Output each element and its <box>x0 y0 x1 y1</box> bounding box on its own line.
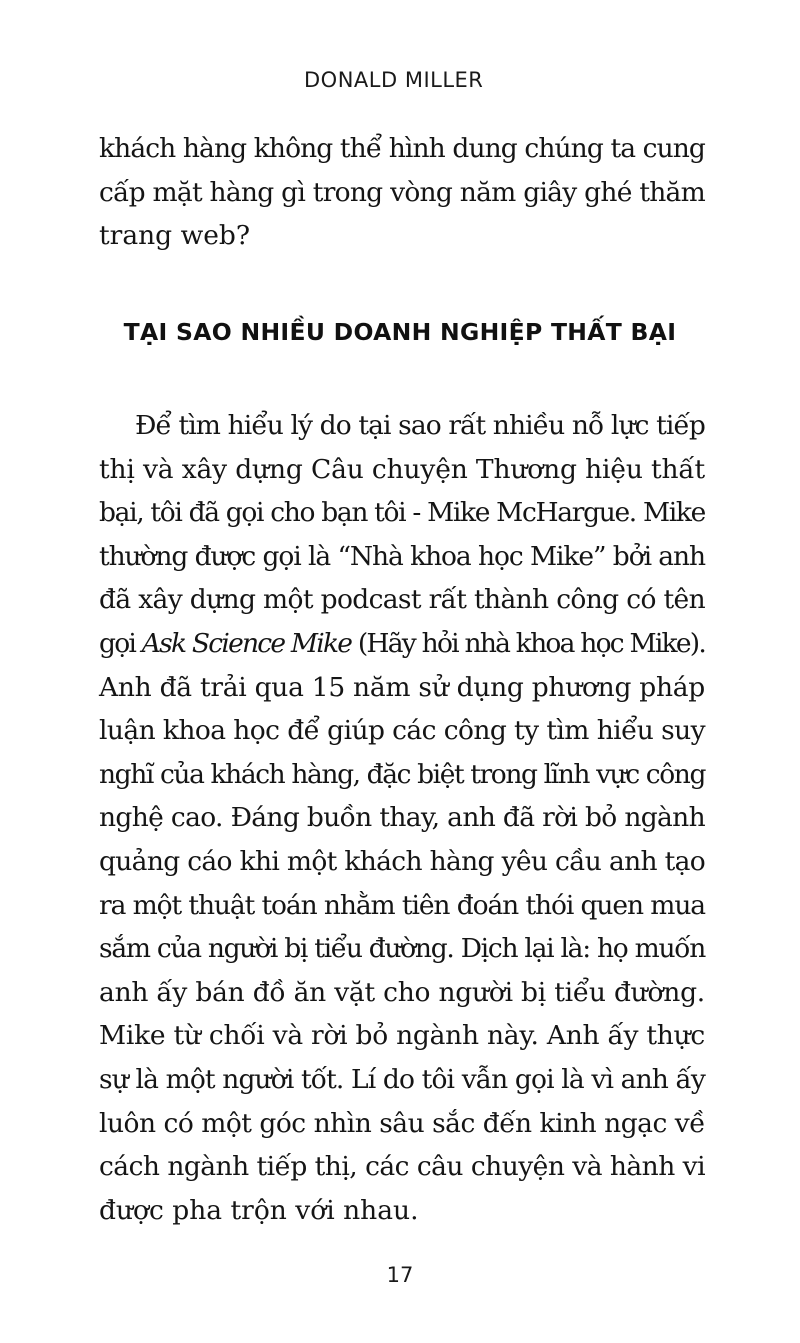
podcast-title: Ask Science Mike <box>141 627 352 659</box>
text-line: thị và xây dựng Câu chuyện Thương hiệu thất <box>99 453 705 485</box>
text-line: luận khoa học để giúp các công ty tìm hiểu suy <box>99 715 705 747</box>
text-line: cấp mặt hàng gì trong vòng năm giây ghé thăm <box>99 176 705 208</box>
text-line: cách ngành tiếp thị, các câu chuyện và hành vi <box>99 1151 706 1183</box>
text-line: nghĩ của khách hàng, đặc biệt trong lĩnh vực công <box>99 758 706 790</box>
text-line: Mike từ chối và rời bỏ ngành này. Anh ấy thực <box>99 1020 705 1052</box>
text-line: Anh đã trải qua 15 năm sử dụng phương pháp <box>99 671 705 703</box>
text-line-with-title <box>99 622 705 666</box>
text-line: trang web? <box>99 220 251 252</box>
text-line: nghệ cao. Đáng buồn thay, anh đã rời bỏ ngành <box>99 802 705 834</box>
continued-paragraph <box>99 127 705 258</box>
text-line: được pha trộn với nhau. <box>99 1194 419 1226</box>
text-line: quảng cáo khi một khách hàng yêu cầu anh tạo <box>99 845 705 877</box>
text-line: Để tìm hiểu lý do tại sao rất nhiều nỗ lực tiếp <box>135 410 705 441</box>
section-heading: TẠI SAO NHIỀU DOANH NGHIỆP THẤT BẠI <box>123 318 677 346</box>
text-line: luôn có một góc nhìn sâu sắc đến kinh ngạc về <box>99 1107 706 1139</box>
text-line: sắm của người bị tiểu đường. Dịch lại là: họ muốn <box>99 933 705 965</box>
running-head-author: DONALD MILLER <box>304 68 484 92</box>
text-line: sự là một người tốt. Lí do tôi vẫn gọi là vì anh ấy <box>99 1063 705 1095</box>
text-segment: (Hãy hỏi nhà khoa học Mike). <box>351 627 705 659</box>
text-line: thường được gọi là “Nhà khoa học Mike” bởi anh <box>99 540 706 572</box>
text-line: anh ấy bán đồ ăn vặt cho người bị tiểu đường. <box>99 976 705 1008</box>
body-paragraph <box>99 404 705 1232</box>
page-number: 17 <box>386 1263 414 1287</box>
text-line: đã xây dựng một podcast rất thành công có tên <box>99 584 705 616</box>
text-line: bại, tôi đã gọi cho bạn tôi - Mike McHargue. Mike <box>99 497 705 529</box>
text-line: ra một thuật toán nhằm tiên đoán thói quen mua <box>99 889 705 921</box>
text-segment: gọi <box>99 627 142 659</box>
text-line: khách hàng không thể hình dung chúng ta cung <box>99 133 706 164</box>
